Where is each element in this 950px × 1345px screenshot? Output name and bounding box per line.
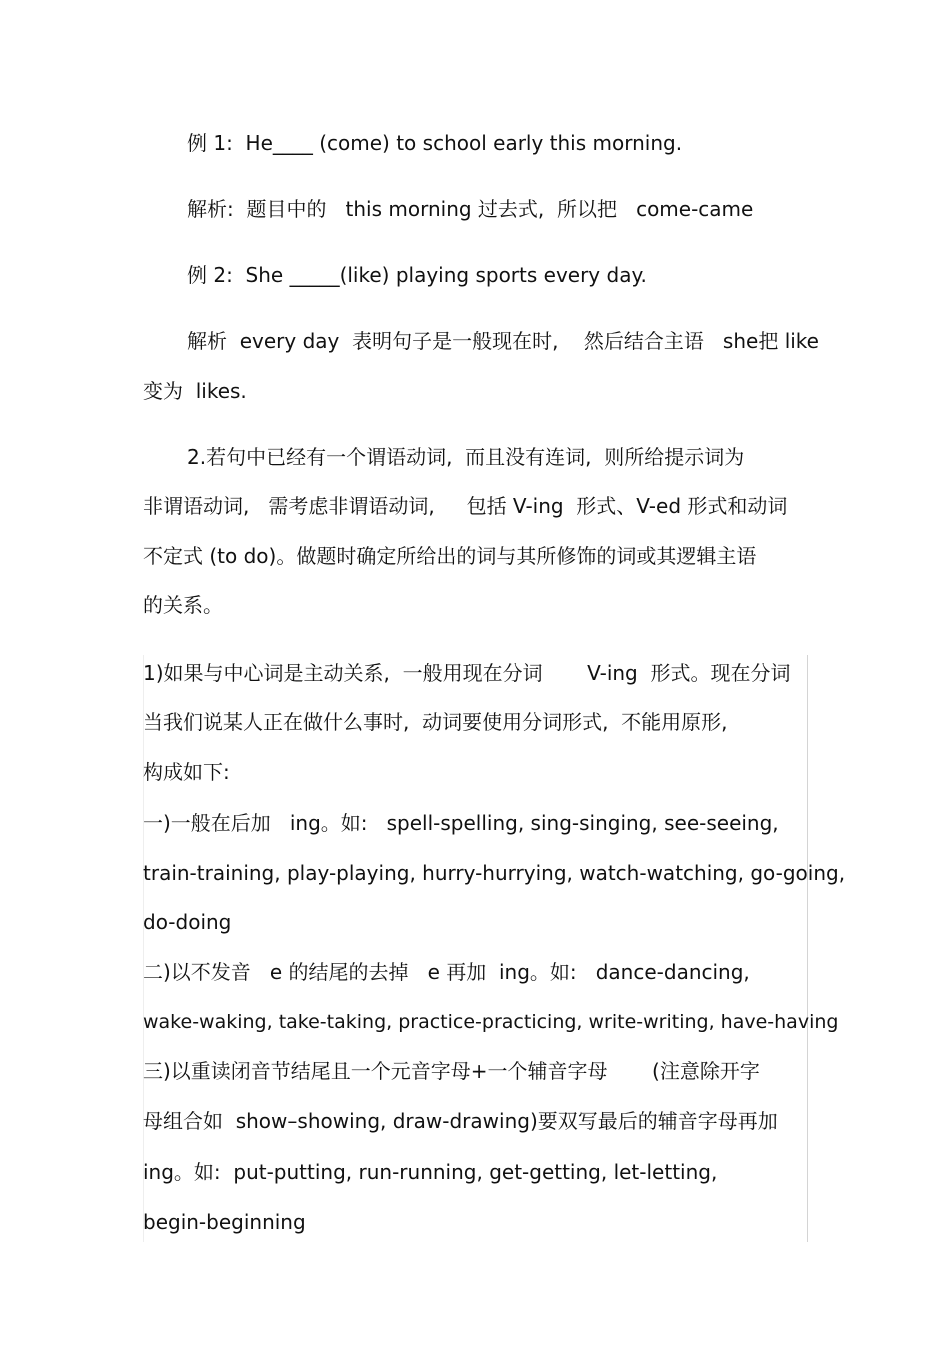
- present-participle-section: [143, 655, 808, 1242]
- section-1-line-2: 当我们说某人正在做什么事时, 动词要使用分词形式, 不能用原形,: [143, 710, 728, 734]
- rule-a-line-1: 一)一般在后加 ing。如: spell-spelling, sing-singing, see-seeing,: [143, 811, 779, 835]
- analysis-1: 解析: 题目中的 this morning 过去式, 所以把 come-came: [187, 197, 754, 221]
- section-1-line-3: 构成如下:: [143, 760, 230, 784]
- example-2: 例 2: She _____(like) playing sports every day.: [187, 263, 647, 287]
- rule-c-line-4: begin-beginning: [143, 1210, 306, 1234]
- rule-2-line-3: 不定式 (to do)。做题时确定所给出的词与其所修饰的词或其逻辑主语: [143, 544, 757, 568]
- rule-2-line-1: 2.若句中已经有一个谓语动词, 而且没有连词, 则所给提示词为: [187, 445, 745, 469]
- rule-c-line-1: 三)以重读闭音节结尾且一个元音字母+一个辅音字母 (注意除开字: [143, 1059, 760, 1083]
- analysis-2-line-1: 解析 every day 表明句子是一般现在时, 然后结合主语 she把 like: [187, 329, 819, 353]
- rule-a-line-3: do-doing: [143, 910, 232, 934]
- analysis-2-line-2: 变为 likes.: [143, 379, 247, 403]
- section-1-line-1: 1)如果与中心词是主动关系, 一般用现在分词 V-ing 形式。现在分词: [143, 661, 791, 685]
- rule-b-line-1: 二)以不发音 e 的结尾的去掉 e 再加 ing。如: dance-dancing,: [143, 960, 750, 984]
- rule-b-line-2: wake-waking, take-taking, practice-practicing, write-writing, have-having: [143, 1011, 839, 1033]
- rule-2-line-2: 非谓语动词, 需考虑非谓语动词, 包括 V-ing 形式、V-ed 形式和动词: [143, 494, 788, 518]
- rule-2-line-4: 的关系。: [143, 593, 223, 617]
- rule-c-line-2: 母组合如 show–showing, draw-drawing)要双写最后的辅音字母再加: [143, 1109, 778, 1133]
- rule-c-line-3: ing。如: put-putting, run-running, get-getting, let-letting,: [143, 1160, 718, 1184]
- rule-a-line-2: train-training, play-playing, hurry-hurrying, watch-watching, go-going,: [143, 861, 846, 885]
- example-1: 例 1: He____ (come) to school early this morning.: [187, 131, 683, 155]
